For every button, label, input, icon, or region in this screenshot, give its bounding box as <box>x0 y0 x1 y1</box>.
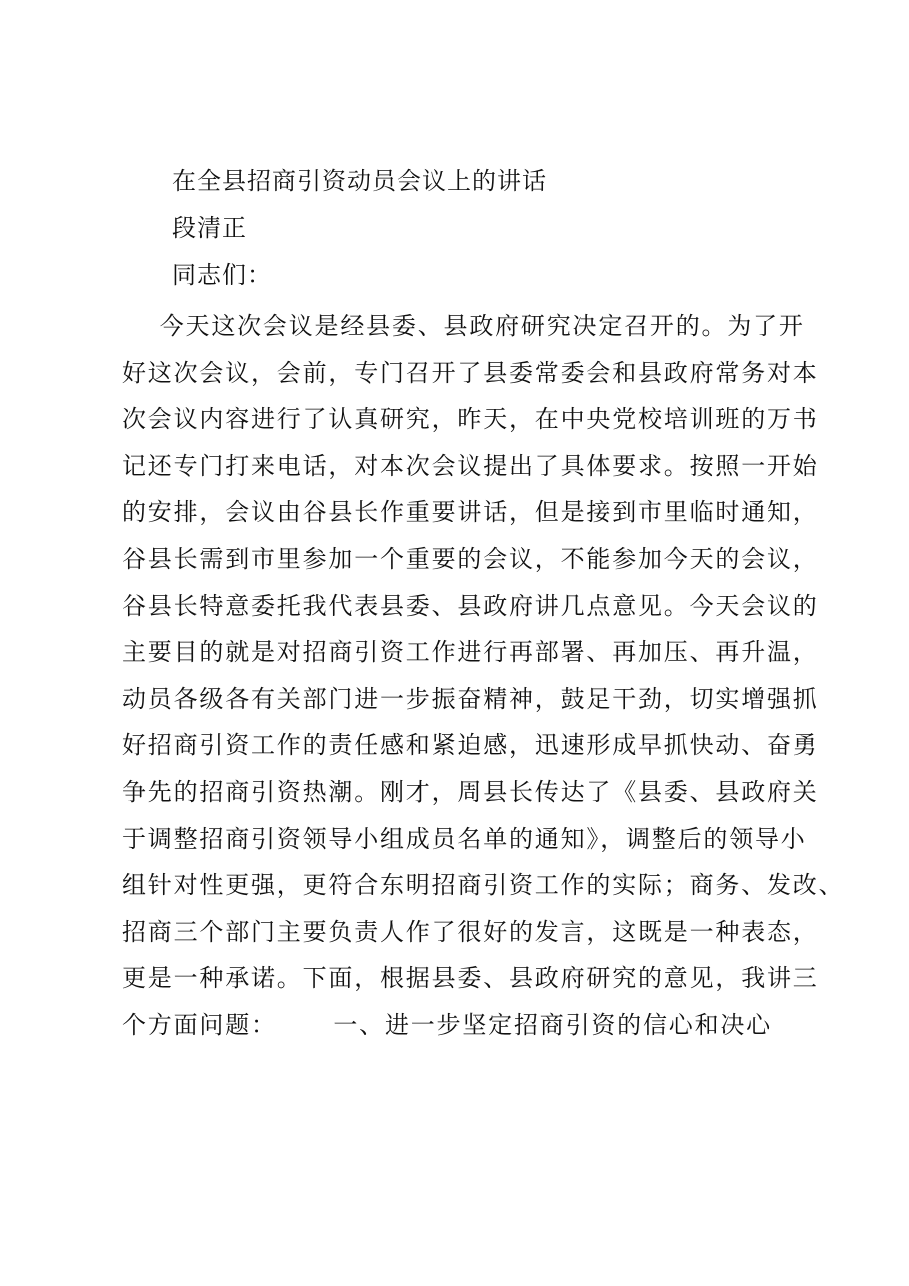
document-title: 在全县招商引资动员会议上的讲话 <box>172 167 547 195</box>
body-line: 好这次会议，会前，专门召开了县委常委会和县政府常务对本 <box>122 358 819 387</box>
body-line: 记还专门打来电话，对本次会议提出了具体要求。按照一开始 <box>122 451 819 480</box>
body-line: 招商三个部门主要负责人作了很好的发言，这既是一种表态， <box>122 917 819 946</box>
body-line: 好招商引资工作的责任感和紧迫感，迅速形成早抓快动、奋勇 <box>122 731 819 760</box>
body-line: 今天这次会议是经县委、县政府研究决定召开的。为了开 <box>122 312 805 340</box>
body-line: 次会议内容进行了认真研究，昨天，在中央党校培训班的万书 <box>122 405 819 434</box>
body-line: 主要目的就是对招商引资工作进行再部署、再加压、再升温， <box>122 638 819 667</box>
body-line: 于调整招商引资领导小组成员名单的通知》，调整后的领导小 <box>122 824 807 853</box>
author-name: 段清正 <box>172 214 247 242</box>
body-line: 更是一种承诺。下面，根据县委、县政府研究的意见，我讲三 <box>122 964 819 993</box>
body-line: 谷县长特意委托我代表县委、县政府讲几点意见。今天会议的 <box>122 591 819 620</box>
salutation: 同志们： <box>172 261 272 289</box>
body-line: 组针对性更强，更符合东明招商引资工作的实际；商务、发改、 <box>122 871 845 900</box>
body-line: 的安排，会议由谷县长作重要讲话，但是接到市里临时通知， <box>122 498 819 527</box>
body-line: 动员各级各有关部门进一步振奋精神，鼓足干劲，切实增强抓 <box>122 684 819 713</box>
body-line: 争先的招商引资热潮。刚才，周县长传达了《县委、县政府关 <box>122 777 819 806</box>
body-paragraph <box>122 311 845 1057</box>
body-line: 个方面问题： 一、进一步坚定招商引资的信心和决心 <box>122 1010 772 1039</box>
body-line: 谷县长需到市里参加一个重要的会议，不能参加今天的会议， <box>122 544 819 573</box>
